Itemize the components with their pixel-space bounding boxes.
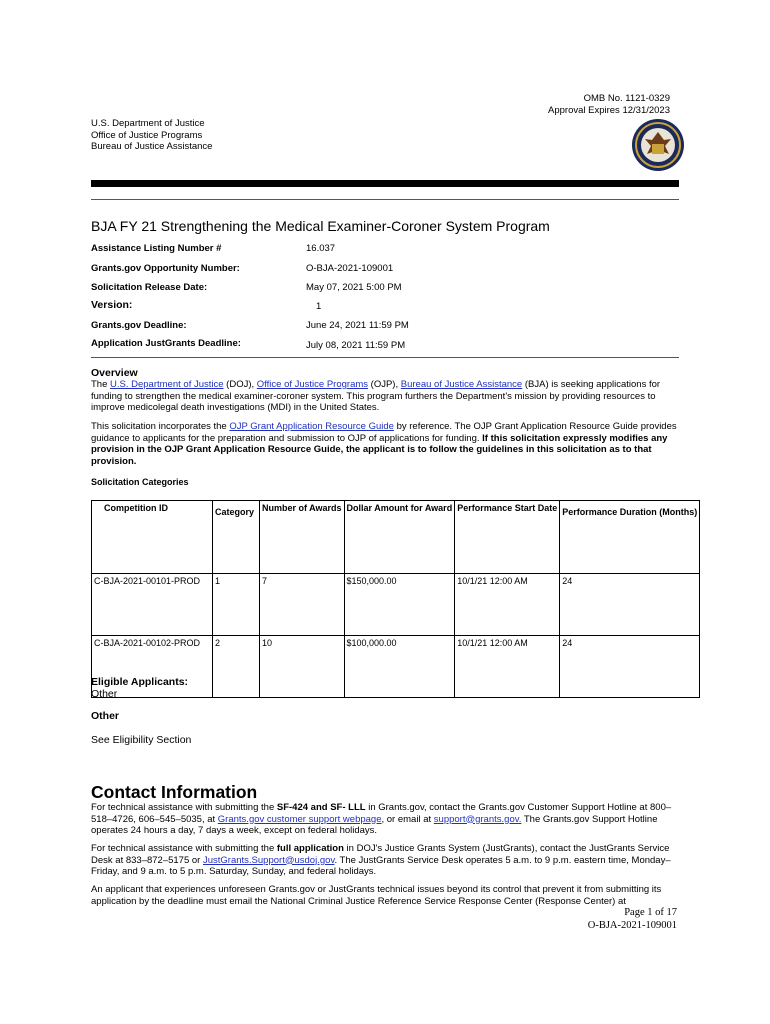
field-label: Version: — [91, 299, 133, 311]
table-cell: 7 — [260, 574, 345, 636]
column-header: Dollar Amount for Award — [344, 501, 455, 574]
text: by reference. The OJP Grant Application Resource Guide provides guidance to applicants for the preparation and submission to OJP of applications for funding. — [91, 421, 677, 444]
overview-paragraph — [91, 421, 681, 467]
table-cell: 24 — [560, 574, 700, 636]
resource-guide-link[interactable]: OJP Grant Application Resource Guide — [229, 421, 394, 432]
support-email-link[interactable]: support@grants.gov. — [433, 813, 522, 825]
contact-paragraph: An applicant that experiences unforeseen Grants.gov or JustGrants technical issues beyond its control that prevent it from submitting its application by the deadline must email the National Criminal Justice Reference Service Response Center (Response Center) at — [91, 884, 662, 907]
omb-expires: Approval Expires 12/31/2023 — [548, 104, 670, 116]
field-value: June 24, 2021 11:59 PM — [306, 320, 409, 331]
field-label: Grants.gov Opportunity Number: — [91, 263, 240, 274]
text: in DOJ's Justice Grants System (JustGrants), contact the JustGrants Service Desk at 833–872–5175 or — [91, 843, 670, 866]
agency-line: Bureau of Justice Assistance — [91, 141, 213, 152]
text: full application — [276, 843, 344, 854]
text: The Grants.gov Support Hotline operates 24 hours a day, 7 days a week, except on federal holidays. — [91, 813, 658, 836]
table-cell: C-BJA-2021-00101-PROD — [92, 574, 213, 636]
field-label: Application JustGrants Deadline: — [91, 338, 241, 349]
text: (OJP), — [368, 379, 401, 390]
table-cell: $150,000.00 — [344, 574, 455, 636]
agency-line: U.S. Department of Justice — [91, 118, 205, 129]
agency-block — [91, 118, 212, 153]
bja-link[interactable]: Bureau of Justice Assistance — [400, 379, 523, 390]
page-title: BJA FY 21 Strengthening the Medical Examiner-Coroner System Program — [91, 218, 550, 234]
opportunity-number: O-BJA-2021-109001 — [587, 919, 677, 931]
text: This solicitation incorporates the — [91, 421, 230, 432]
table-row — [92, 574, 700, 636]
field-value: 1 — [316, 301, 322, 312]
column-header: Competition ID — [92, 501, 213, 574]
field-label: Assistance Listing Number # — [91, 243, 222, 254]
table-cell: 10 — [260, 636, 345, 698]
column-header: Category — [213, 501, 260, 574]
justgrants-email-link[interactable]: JustGrants.Support@usdoj.gov — [202, 854, 335, 866]
page-footer — [588, 907, 677, 932]
other-heading: Other — [91, 710, 120, 722]
contact-paragraph — [91, 802, 681, 837]
overview-paragraph — [91, 379, 681, 414]
eligible-value: Other — [91, 688, 118, 700]
contact-heading: Contact Information — [91, 782, 258, 802]
header-rule — [91, 180, 679, 187]
page-number: Page 1 of 17 — [624, 907, 677, 918]
text: . The JustGrants Service Desk operates 5 a.m. to 9 p.m. eastern time, Monday–Friday, and 9 a.m. to 5 p.m. Saturday, Sunday, and federal holidays. — [91, 854, 671, 877]
ojp-link[interactable]: Office of Justice Programs — [256, 379, 369, 390]
text: For technical assistance with submitting the — [91, 802, 277, 813]
text: SF-424 and SF- LLL — [276, 802, 366, 813]
field-value: May 07, 2021 5:00 PM — [306, 282, 402, 293]
table-header-row — [92, 501, 700, 574]
agency-line: Office of Justice Programs — [91, 129, 203, 141]
omb-number: OMB No. 1121-0329 — [583, 93, 670, 104]
text: For technical assistance with submitting the — [91, 843, 277, 854]
overview-heading: Overview — [91, 367, 138, 379]
text: The — [91, 379, 111, 390]
text: , or email at — [381, 813, 434, 825]
categories-table — [91, 500, 700, 698]
table-cell: 10/1/21 12:00 AM — [455, 636, 560, 698]
contact-paragraph — [91, 843, 681, 878]
omb-block — [548, 93, 670, 116]
eligible-heading: Eligible Applicants: — [91, 676, 189, 688]
field-label: Grants.gov Deadline: — [91, 320, 187, 331]
table-cell: 2 — [213, 636, 260, 698]
column-header: Number of Awards — [260, 501, 345, 574]
table-cell: 10/1/21 12:00 AM — [455, 574, 560, 636]
text: in Grants.gov, contact the Grants.gov Customer Support Hotline at 800–518–4726, 606–545–5035, at — [91, 802, 672, 825]
column-header: Performance Start Date — [455, 501, 560, 574]
table-cell: 24 — [560, 636, 700, 698]
field-value: July 08, 2021 11:59 PM — [306, 340, 406, 351]
eligibility-note: See Eligibility Section — [91, 734, 192, 746]
table-cell: C-BJA-2021-00102-PROD — [92, 636, 213, 698]
divider — [91, 357, 679, 358]
doj-link[interactable]: U.S. Department of Justice — [110, 379, 224, 390]
field-value: 16.037 — [306, 243, 336, 254]
table-cell: $100,000.00 — [344, 636, 455, 698]
support-webpage-link[interactable]: Grants.gov customer support webpage — [217, 813, 382, 825]
text: (BJA) is seeking applications for funding to strengthen the medical examiner-coroner system. This program furthers the Department's mission by providing resources to improve medicolegal death investigations (MDI) in the United States. — [91, 379, 661, 413]
table-cell: 1 — [213, 574, 260, 636]
field-value: O-BJA-2021-109001 — [306, 263, 394, 274]
doj-seal-icon — [631, 118, 685, 172]
field-label: Solicitation Release Date: — [91, 282, 208, 293]
column-header: Performance Duration (Months) — [560, 501, 700, 574]
text: (DOJ), — [223, 379, 257, 390]
divider — [91, 199, 679, 200]
table-row — [92, 636, 700, 698]
categories-heading: Solicitation Categories — [91, 477, 189, 487]
text: If this solicitation expressly modifies any provision in the OJP Grant Application Resource Guide, the applicant is to follow the guidelines in this solicitation as to that provision. — [91, 432, 668, 467]
